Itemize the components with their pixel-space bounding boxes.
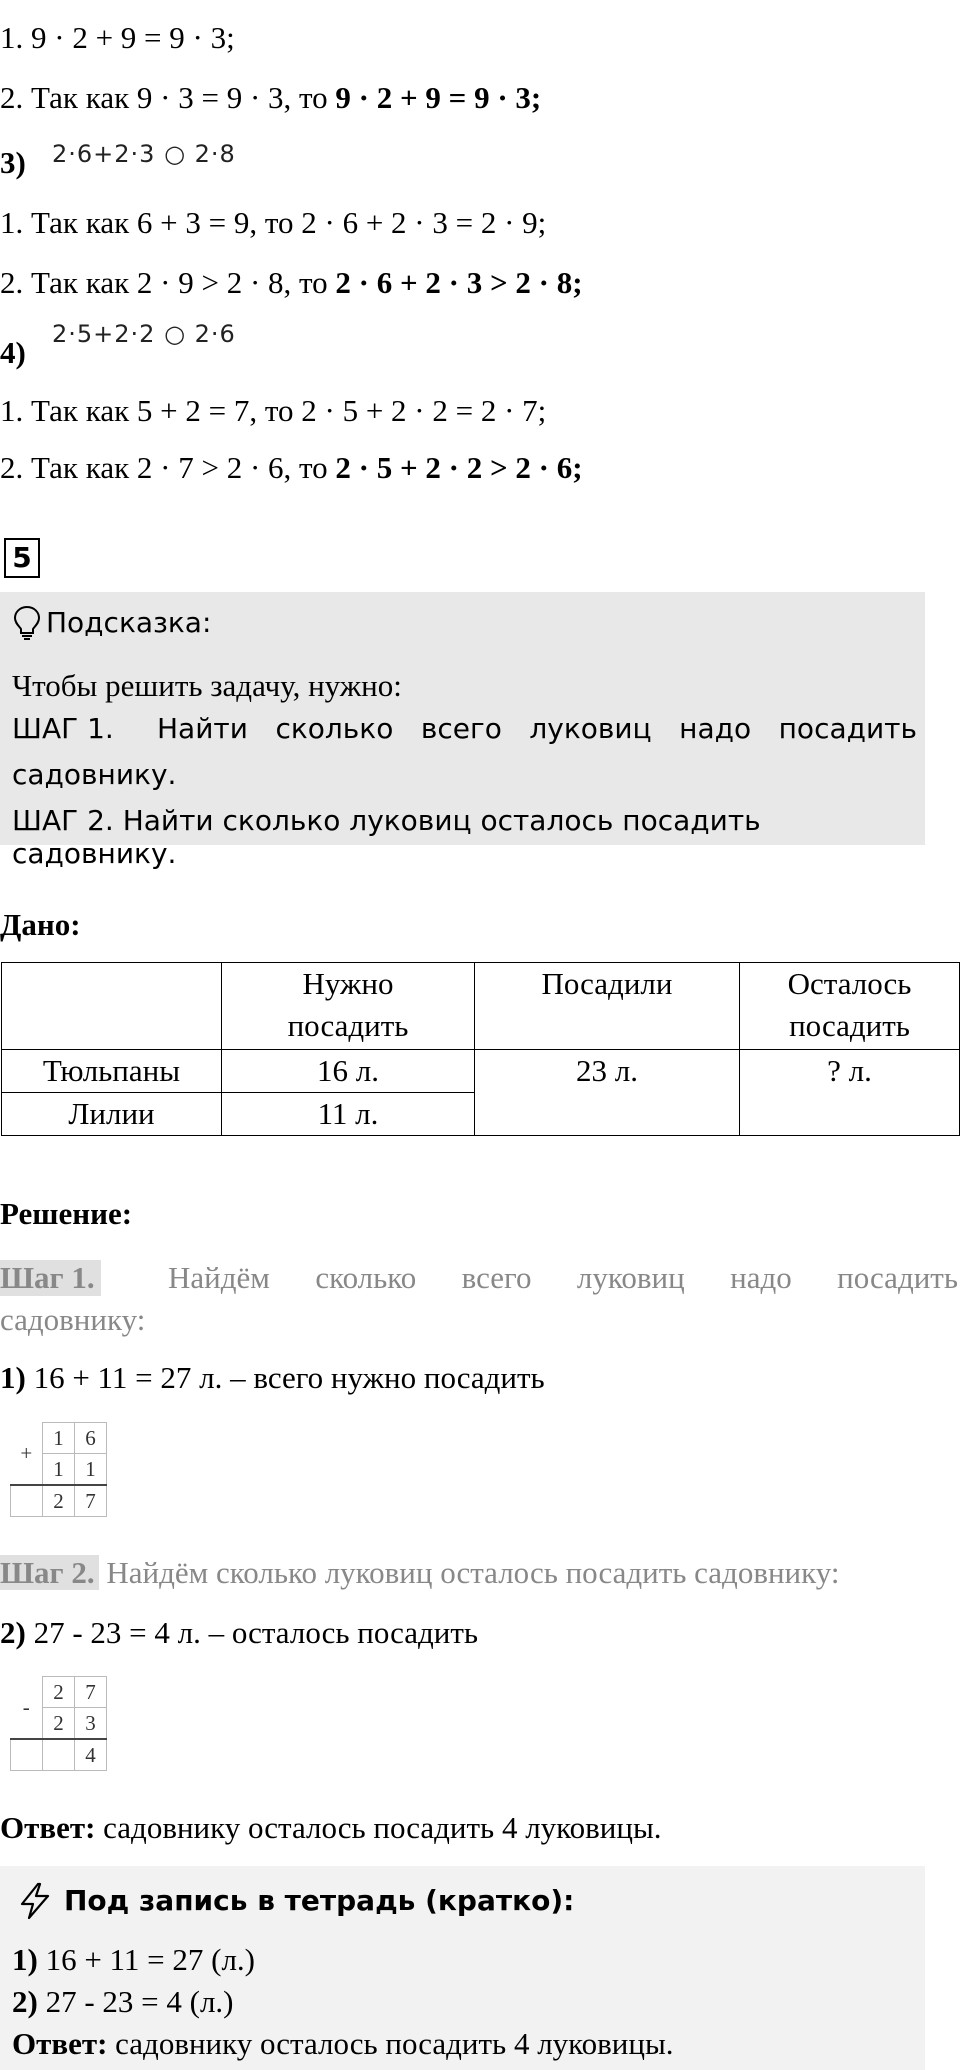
item4-label: [0, 335, 26, 371]
column-digit: 2: [43, 1708, 75, 1740]
item3-line2: [0, 265, 583, 301]
table-header-need-line1: Нужно: [302, 966, 394, 1001]
table-header-empty: [2, 963, 222, 1050]
table-header-planted: Посадили: [475, 963, 740, 1050]
column-digit: 7: [75, 1677, 107, 1708]
column-operator: +: [11, 1423, 43, 1486]
solution-step1: [0, 1260, 958, 1296]
short-answer: [12, 2026, 674, 2062]
table-cell-name: Тюльпаны: [2, 1050, 222, 1093]
table-cell-left: ? л.: [740, 1050, 960, 1136]
solution-step2-label: Шаг 2.: [0, 1555, 99, 1590]
hint-step1-text: Найти сколько всего луковиц надо посадить: [157, 712, 917, 745]
solution-step2: [0, 1555, 839, 1591]
item3-line1: 1. Так как 6 + 3 = 9, то 2 · 6 + 2 · 3 = 2 · 9;: [0, 205, 547, 240]
item4-line2: [0, 450, 583, 486]
table-cell-need: 16 л.: [222, 1050, 475, 1093]
given-table: [1, 962, 960, 1136]
item4-line2-result: 2 · 5 + 2 · 2 > 2 · 6;: [335, 450, 583, 485]
table-header-row: [2, 963, 960, 1050]
hint-intro: Чтобы решить задачу, нужно:: [12, 668, 402, 703]
line-2-2-result: 9 · 2 + 9 = 9 · 3;: [335, 80, 542, 115]
table-header-left-line2: посадить: [789, 1008, 910, 1043]
answer-text: садовнику осталось посадить 4 луковицы.: [95, 1810, 662, 1845]
solution-step1-text: Найдём сколько всего луковиц надо посадить: [168, 1260, 958, 1295]
column-operator: -: [11, 1677, 43, 1740]
lightning-icon: [16, 1882, 54, 1928]
short-line1-text: 16 + 11 = 27 (л.): [37, 1942, 256, 1977]
column-digit: 4: [75, 1739, 107, 1771]
column-row: [11, 1677, 107, 1708]
item3-line2-text: 2. Так как 2 · 9 > 2 · 8, то: [0, 265, 336, 300]
column-digit: 2: [43, 1677, 75, 1708]
solution-step1-label: Шаг 1.: [0, 1260, 101, 1296]
item4-line1: 1. Так как 5 + 2 = 7, то 2 · 5 + 2 · 2 = 2 · 7;: [0, 393, 547, 428]
solution-calc2: [0, 1615, 478, 1651]
column-digit: 1: [43, 1423, 75, 1454]
table-row: [2, 1050, 960, 1093]
item4-number: 4): [0, 335, 26, 370]
column-row: [11, 1423, 107, 1454]
item3-expression: 2·6+2·3 ○ 2·8: [52, 140, 236, 168]
column-digit: [11, 1739, 43, 1771]
hint-title: Подсказка:: [46, 606, 212, 639]
answer-label: Ответ:: [0, 1810, 96, 1845]
solution-calc2-number: 2): [0, 1615, 26, 1650]
item3-number: 3): [0, 145, 26, 180]
item4-line2-text: 2. Так как 2 · 7 > 2 · 6, то: [0, 450, 336, 485]
line-2-1: 1. 9 · 2 + 9 = 9 · 3;: [0, 20, 235, 55]
table-header-need: [222, 963, 475, 1050]
table-cell-need: 11 л.: [222, 1093, 475, 1136]
item4-expression: 2·5+2·2 ○ 2·6: [52, 320, 236, 348]
solution-calc1-text: 16 + 11 = 27 л. – всего нужно посадить: [25, 1360, 545, 1395]
solution-step2-text: Найдём сколько луковиц осталось посадить садовнику:: [106, 1555, 840, 1590]
table-header-left-line1: Осталось: [787, 966, 912, 1001]
hint-step2: [12, 804, 925, 870]
short-line1: [12, 1942, 255, 1978]
hint-step2-text: Найти сколько луковиц осталось посадить садовнику.: [12, 804, 761, 870]
line-2-2: [0, 80, 541, 116]
item3-line2-result: 2 · 6 + 2 · 3 > 2 · 8;: [335, 265, 583, 300]
column-addition: [10, 1422, 107, 1517]
table-cell-planted: 23 л.: [475, 1050, 740, 1136]
solution-label-text: Решение:: [0, 1196, 133, 1231]
short-answer-label: Ответ:: [12, 2026, 108, 2061]
line-2-2-text: 2. Так как 9 · 3 = 9 · 3, то: [0, 80, 336, 115]
solution-calc1: [0, 1360, 545, 1396]
column-digit: 1: [43, 1454, 75, 1486]
hint-step1-cont: садовнику.: [12, 758, 177, 791]
column-digit: 3: [75, 1708, 107, 1740]
item3-label: [0, 145, 26, 181]
short-notes-box: [0, 1866, 925, 2070]
short-line2-text: 27 - 23 = 4 (л.): [37, 1984, 234, 2019]
hint-step2-label: ШАГ 2.: [12, 804, 114, 837]
task-number-badge: 5: [4, 538, 40, 578]
short-line1-number: 1): [12, 1942, 38, 1977]
given-label-text: Дано:: [0, 907, 81, 942]
table-header-need-line2: посадить: [287, 1008, 409, 1043]
given-label: [0, 907, 81, 943]
solution-label: [0, 1196, 132, 1232]
column-digit: 7: [75, 1485, 107, 1517]
column-digit: 6: [75, 1423, 107, 1454]
solution-step1-cont: садовнику:: [0, 1302, 146, 1337]
column-digit: 2: [43, 1485, 75, 1517]
table-cell-name: Лилии: [2, 1093, 222, 1136]
table-header-left: [740, 963, 960, 1050]
hint-step1-label: ШАГ 1.: [12, 712, 114, 745]
column-digit: [43, 1739, 75, 1771]
column-result-row: [11, 1739, 107, 1771]
answer: [0, 1810, 662, 1846]
lightbulb-icon: [12, 604, 42, 648]
short-line2-number: 2): [12, 1984, 38, 2019]
solution-calc2-text: 27 - 23 = 4 л. – осталось посадить: [25, 1615, 479, 1650]
short-line2: [12, 1984, 234, 2020]
column-subtraction: [10, 1676, 107, 1771]
column-digit: [11, 1485, 43, 1517]
column-digit: 1: [75, 1454, 107, 1486]
hint-box: [0, 592, 925, 870]
hint-step1: [12, 712, 917, 745]
solution-calc1-number: 1): [0, 1360, 26, 1395]
short-answer-text: садовнику осталось посадить 4 луковицы.: [107, 2026, 674, 2061]
short-notes-title: Под запись в тетрадь (кратко):: [64, 1884, 575, 1917]
column-result-row: [11, 1485, 107, 1517]
